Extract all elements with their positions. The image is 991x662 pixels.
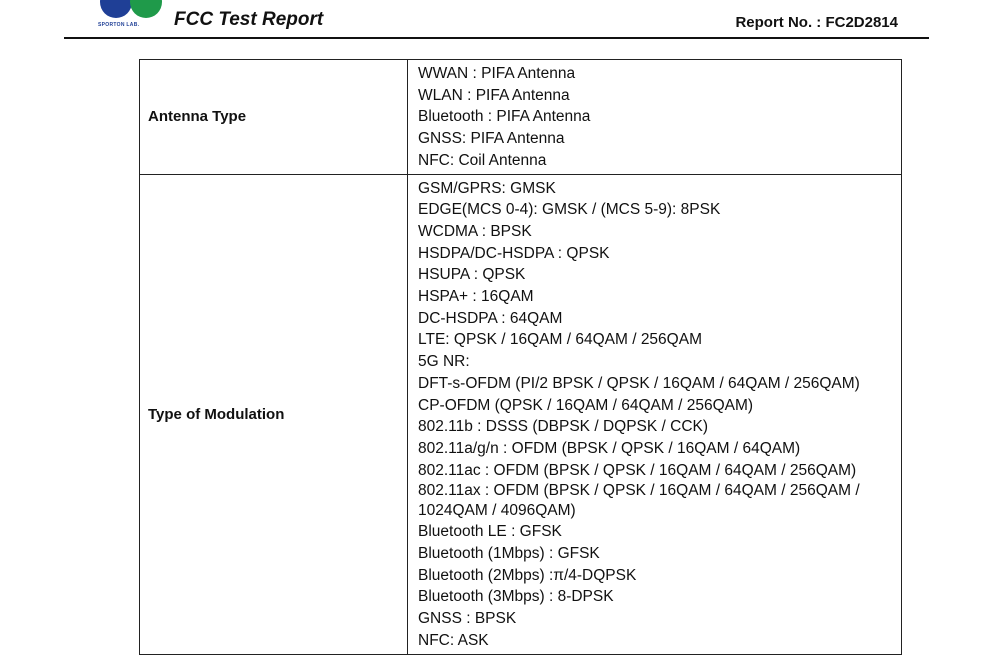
value-line: Bluetooth (3Mbps) : 8-DPSK	[418, 588, 614, 606]
value-line: Bluetooth LE : GFSK	[418, 523, 562, 541]
value-line: GSM/GPRS: GMSK	[418, 179, 556, 197]
value-line: HSUPA : QPSK	[418, 266, 526, 284]
logo-blue-circle-icon	[100, 0, 132, 18]
value-line: HSDPA/DC-HSDPA : QPSK	[418, 244, 610, 262]
value-line: 802.11b : DSSS (DBPSK / DQPSK / CCK)	[418, 418, 709, 436]
report-title: FCC Test Report	[174, 9, 324, 30]
modulation-type-values	[408, 174, 902, 654]
value-line: DC-HSDPA : 64QAM	[418, 309, 563, 327]
report-number: Report No. : FC2D2814	[735, 14, 898, 31]
antenna-type-label: Antenna Type	[140, 60, 408, 175]
value-line: Bluetooth (1Mbps) : GFSK	[418, 545, 600, 563]
value-line: NFC: ASK	[418, 631, 489, 649]
value-line: GNSS : BPSK	[418, 610, 517, 628]
value-line: WCDMA : BPSK	[418, 222, 532, 240]
value-line: 802.11a/g/n : OFDM (BPSK / QPSK / 16QAM / 64QAM)	[418, 439, 801, 457]
value-line: LTE: QPSK / 16QAM / 64QAM / 256QAM	[418, 331, 702, 349]
value-line: Bluetooth (2Mbps) :π/4-DQPSK	[418, 566, 637, 584]
modulation-type-label: Type of Modulation	[140, 174, 408, 654]
table-row-modulation	[140, 174, 902, 654]
value-line: 802.11ax : OFDM (BPSK / QPSK / 16QAM / 64QAM / 256QAM / 1024QAM / 4096QAM)	[418, 482, 860, 520]
value-line: HSPA+ : 16QAM	[418, 288, 534, 306]
sporton-logo	[98, 0, 162, 32]
value-line: EDGE(MCS 0-4): GMSK / (MCS 5-9): 8PSK	[418, 201, 721, 219]
value-line: 802.11ac : OFDM (BPSK / QPSK / 16QAM / 64QAM / 256QAM)	[418, 461, 857, 479]
value-line: WWAN : PIFA Antenna	[418, 65, 576, 82]
table-row-antenna-type	[140, 60, 902, 175]
value-line: 5G NR:	[418, 353, 470, 371]
logo-green-circle-icon	[130, 0, 162, 18]
spec-table	[139, 59, 902, 655]
logo-text: SPORTON LAB.	[98, 22, 140, 28]
value-line: NFC: Coil Antenna	[418, 151, 547, 169]
value-line: CP-OFDM (QPSK / 16QAM / 64QAM / 256QAM)	[418, 396, 754, 414]
value-line: WLAN : PIFA Antenna	[418, 86, 570, 104]
antenna-type-values	[408, 60, 902, 175]
value-line: DFT-s-OFDM (PI/2 BPSK / QPSK / 16QAM / 64QAM / 256QAM)	[418, 374, 860, 392]
header-divider	[64, 37, 929, 39]
value-line: Bluetooth : PIFA Antenna	[418, 108, 591, 126]
value-line: GNSS: PIFA Antenna	[418, 130, 565, 148]
